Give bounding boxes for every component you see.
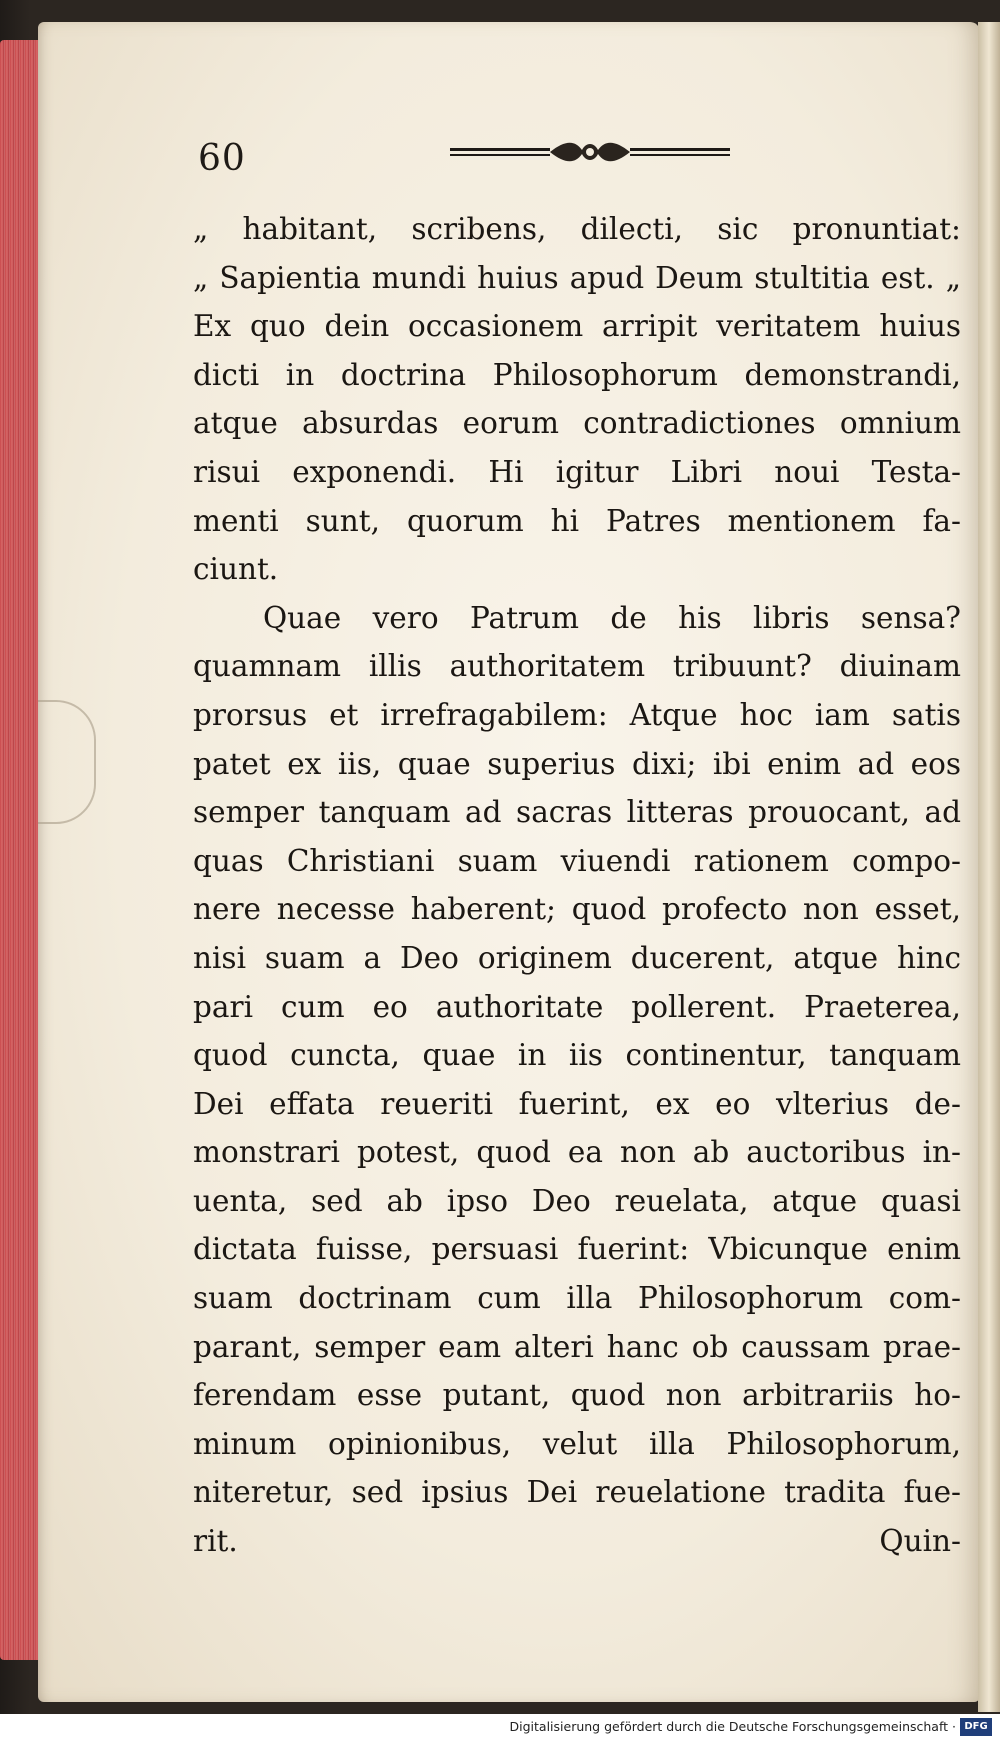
clip-impression (38, 700, 96, 824)
text-line: nere necesse haberent; quod profecto non esset, (193, 892, 961, 927)
dfg-logo: DFG (960, 1718, 992, 1736)
footer-bar (0, 1714, 1000, 1742)
text-line: suam doctrinam cum illa Philosophorum com- (193, 1281, 961, 1316)
text-line: quas Christiani suam viuendi rationem compo- (193, 843, 961, 878)
text-line: parant, semper eam alteri hanc ob caussam prae- (193, 1329, 961, 1364)
text-line: ferendam esse putant, quod non arbitrariis ho- (193, 1378, 961, 1413)
text-line: monstrari potest, quod ea non ab auctoribus in- (193, 1135, 961, 1170)
digitization-credit: Digitalisierung gefördert durch die Deutsche Forschungsgemeinschaft · (509, 1719, 956, 1734)
next-page-edge (978, 22, 1000, 1712)
text-line: „ Sapientia mundi huius apud Deum stultitia est. „ (193, 260, 961, 295)
text-line: semper tanquam ad sacras litteras prouocant, ad (193, 795, 961, 830)
text-line: Ex quo dein occasionem arripit veritatem huius (193, 309, 961, 344)
text-line: prorsus et irrefragabilem: Atque hoc iam satis (193, 697, 961, 732)
text-line: uenta, sed ab ipso Deo reuelata, atque quasi (193, 1183, 961, 1218)
body-text (193, 205, 961, 1566)
text-line: niteretur, sed ipsius Dei reuelatione tradita fue- (193, 1475, 961, 1510)
text-line: quod cuncta, quae in iis continentur, tanquam (193, 1038, 961, 1073)
text-line: ciunt. (193, 552, 279, 587)
text-line: dictata fuisse, persuasi fuerint: Vbicunque enim (193, 1232, 961, 1267)
page-edges (0, 40, 42, 1660)
text-line: atque absurdas eorum contradictiones omnium (193, 406, 961, 441)
text-line: menti sunt, quorum hi Patres mentionem fa- (193, 503, 961, 538)
text-line: Dei effata reueriti fuerint, ex eo vlterius de- (193, 1086, 961, 1121)
text-line: nisi suam a Deo originem ducerent, atque hinc (193, 940, 961, 975)
text-line: dicti in doctrina Philosophorum demonstrandi, (193, 357, 961, 392)
text-line: risui exponendi. Hi igitur Libri noui Testa- (193, 454, 961, 489)
text-line: rit. Quin- (193, 1524, 961, 1559)
page-number: 60 (198, 138, 246, 179)
text-line: minum opinionibus, velut illa Philosophorum, (193, 1426, 961, 1461)
text-line: Quae vero Patrum de his libris sensa? (263, 600, 961, 635)
text-line: „ habitant, scribens, dilecti, sic pronuntiat: (193, 212, 961, 246)
text-line: patet ex iis, quae superius dixi; ibi enim ad eos (193, 746, 961, 781)
text-line: pari cum eo authoritate pollerent. Praeterea, (193, 989, 961, 1024)
header-ornament (450, 134, 730, 174)
text-line: quamnam illis authoritatem tribuunt? diuinam (193, 649, 961, 684)
